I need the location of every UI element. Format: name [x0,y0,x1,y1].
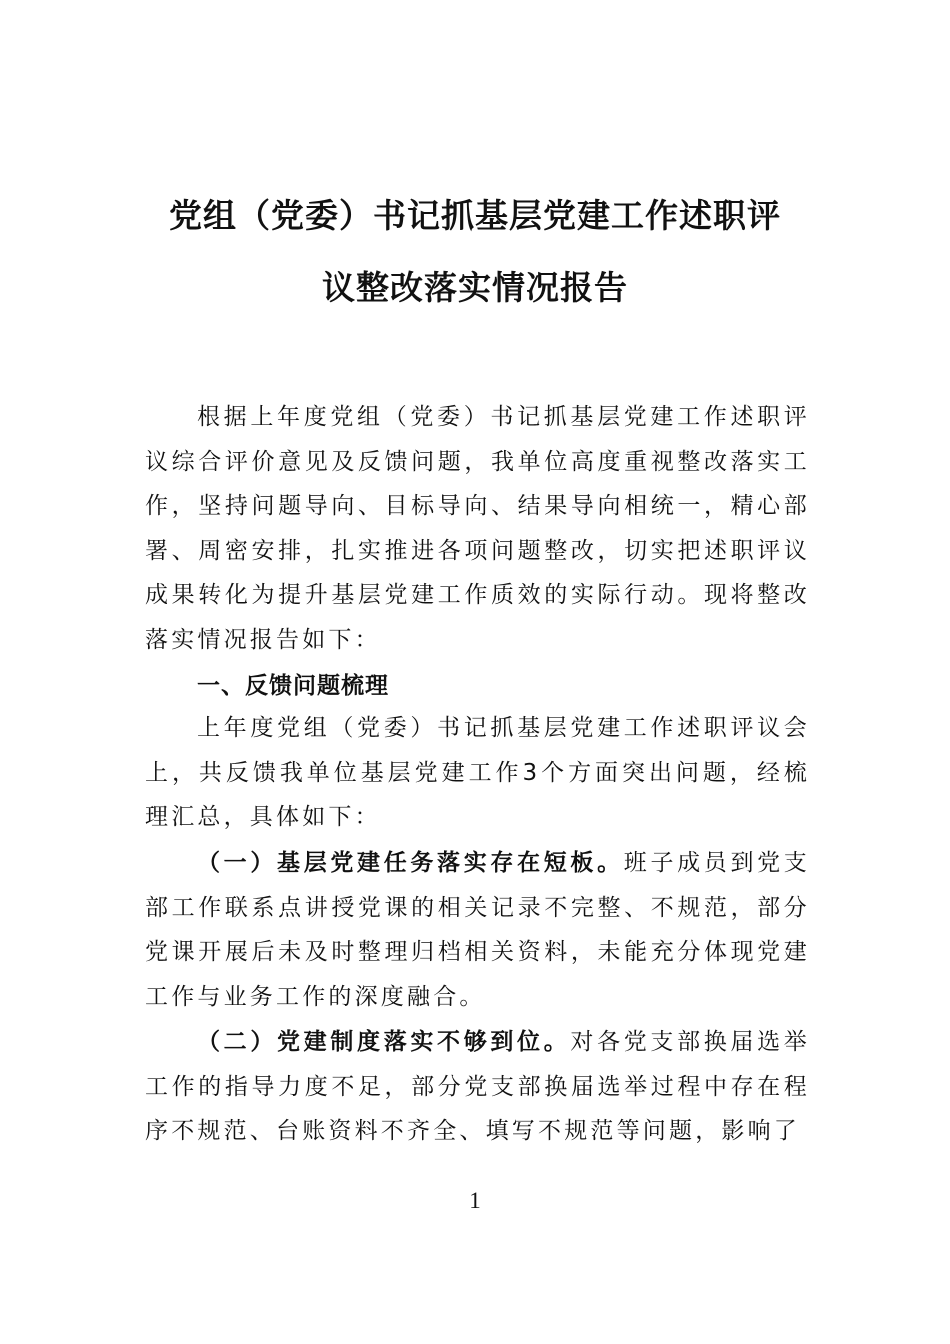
issue-item-2 [145,1020,810,1154]
issue-item-1-body: 班子成员到党支部工作联系点讲授党课的相关记录不完整、不规范，部分党课开展后未及时整理归档相关资料，未能充分体现党建工作与业务工作的深度融合。 [145,850,810,1010]
section-intro-paragraph: 上年度党组（党委）书记抓基层党建工作述职评议会上，共反馈我单位基层党建工作3个方面突出问题，经梳理汇总，具体如下： [145,715,810,830]
issue-item-2-lead: （二）党建制度落实不够到位。 [197,1029,571,1055]
page-number: 1 [469,1188,481,1213]
issue-item-1 [145,841,810,1019]
issue-item-1-lead: （一）基层党建任务落实存在短板。 [197,850,624,876]
issue-item-2-body: 对各党支部换届选举工作的指导力度不足，部分党支部换届选举过程中存在程序不规范、台账资料不齐全、填写不规范等问题，影响了 [145,1029,810,1144]
document-title-line-1: 党组（党委）书记抓基层党建工作述职评 [169,196,781,235]
document-title-line-2: 议整改落实情况报告 [322,268,628,307]
intro-paragraph: 根据上年度党组（党委）书记抓基层党建工作述职评议综合评价意见及反馈问题，我单位高度重视整改落实工作，坚持问题导向、目标导向、结果导向相统一，精心部署、周密安排，扎实推进各项问题整改，切实把述职评议成果转化为提升基层党建工作质效的实际行动。现将整改落实情况报告如下： [145,404,810,653]
section-heading-feedback-issues: 一、反馈问题梳理 [197,673,389,699]
